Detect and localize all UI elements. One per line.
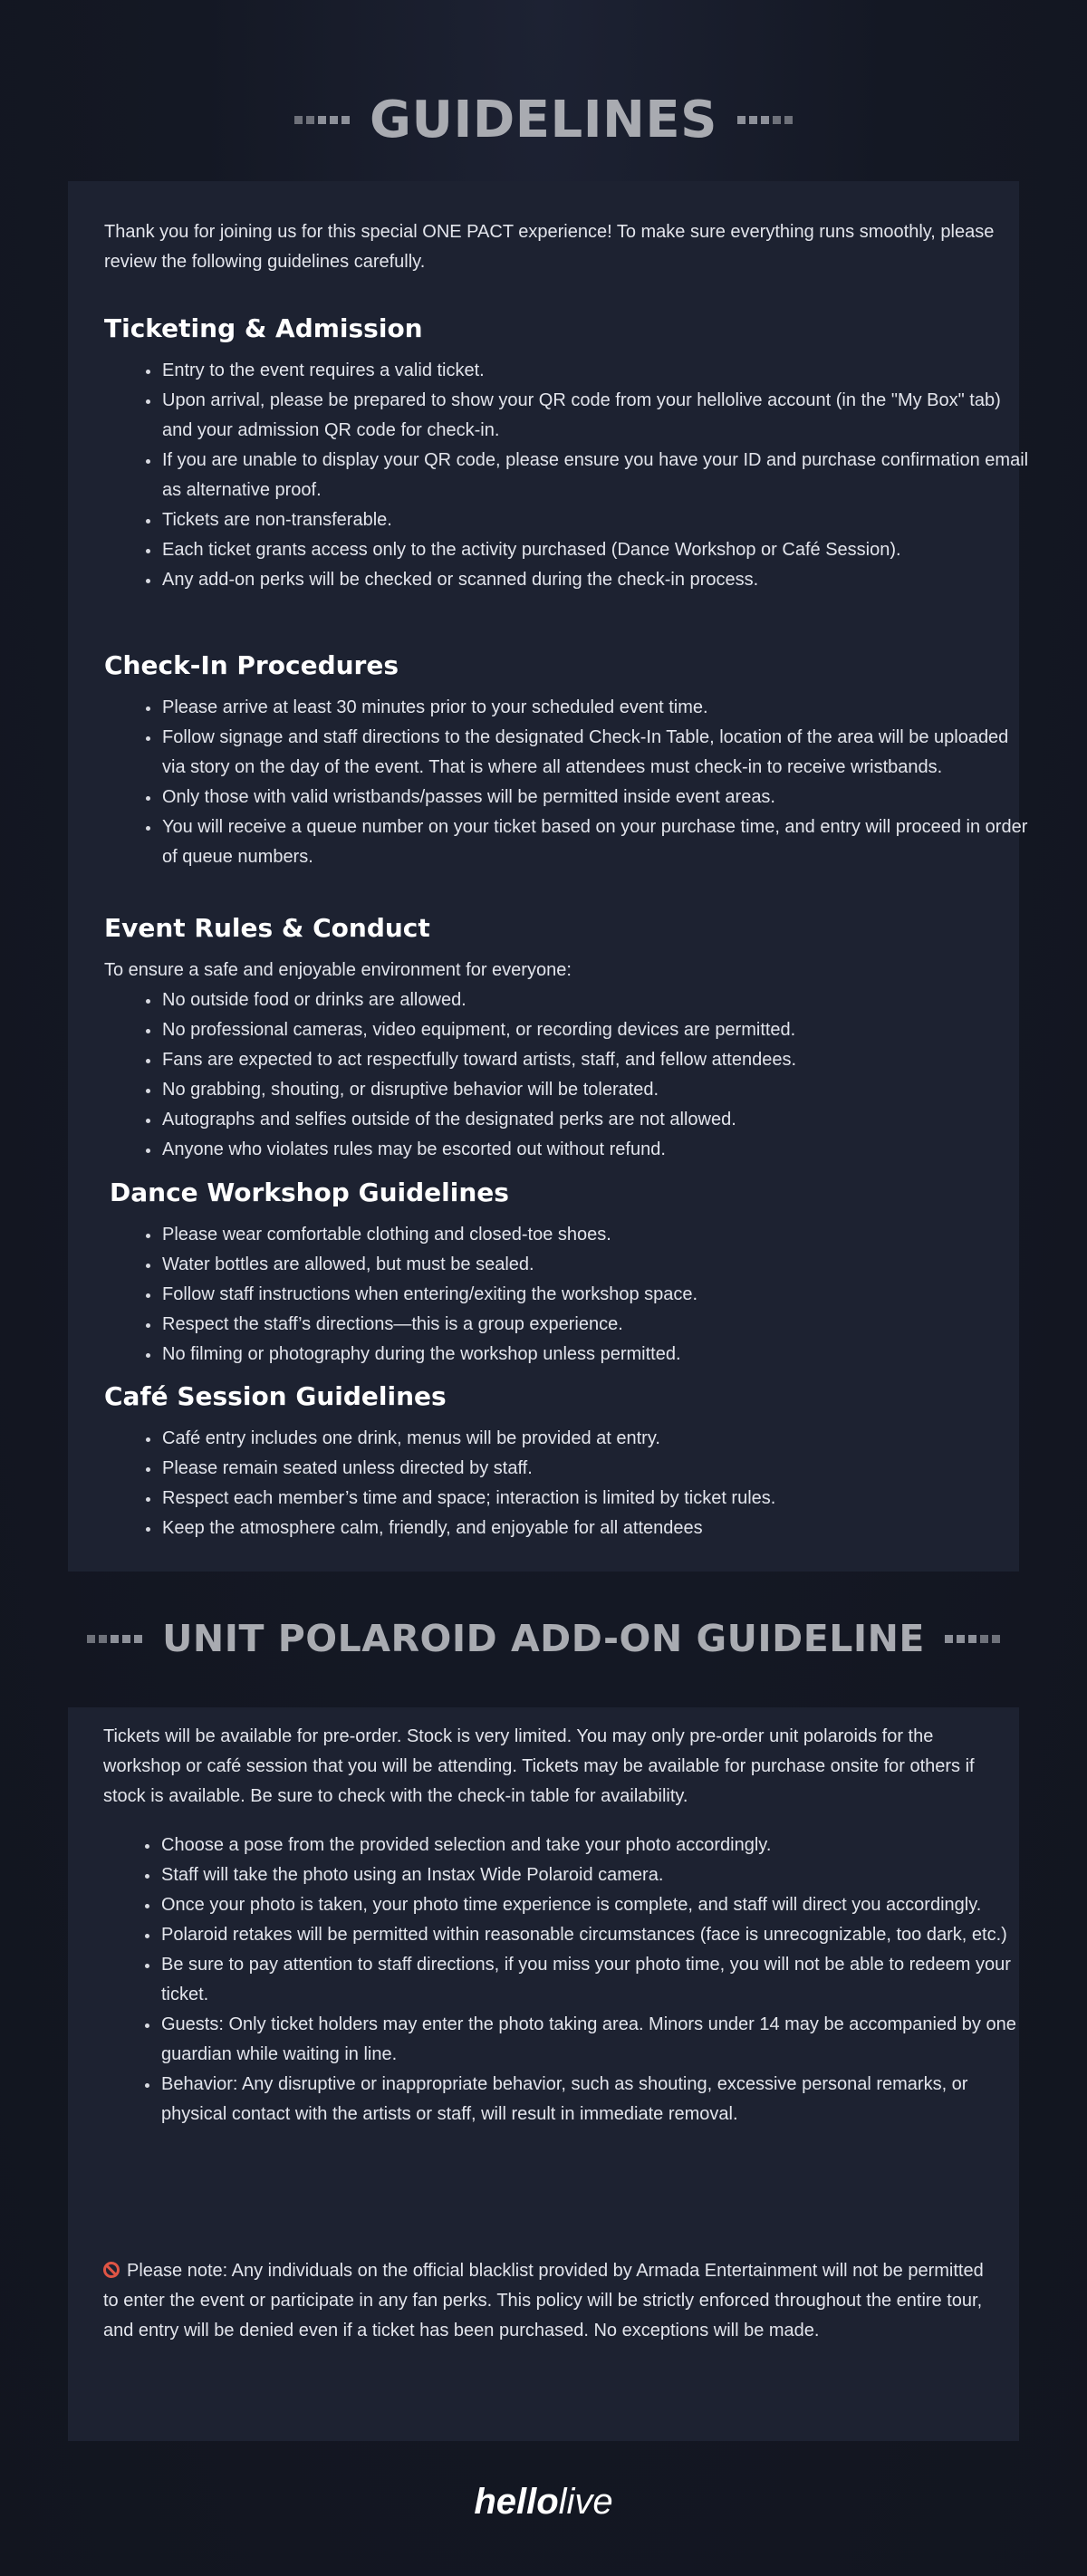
list-item: Behavior: Any disruptive or inappropriate behavior, such as shouting, excessive personal remarks, or physical contact with the artists or staff, will result in immediate removal. xyxy=(161,2070,1031,2129)
guidelines-header xyxy=(0,91,1087,149)
cafe-list xyxy=(133,1424,1032,1543)
intro-text: Thank you for joining us for this special ONE PACT experience! To make sure everything runs smoothly, please review the following guidelines carefully. xyxy=(104,222,995,272)
list-item: You will receive a queue number on your ticket based on your purchase time, and entry will proceed in order of queue numbers. xyxy=(162,812,1032,872)
logo-bold: hello xyxy=(474,2482,559,2522)
hellolive-logo[interactable] xyxy=(0,2482,1087,2523)
decor-dots-right-2 xyxy=(945,1635,1000,1643)
list-item: Please arrive at least 30 minutes prior to your scheduled event time. xyxy=(162,693,1032,723)
list-item: Café entry includes one drink, menus will be provided at entry. xyxy=(162,1424,1032,1454)
polaroid-header xyxy=(0,1617,1087,1660)
rules-list xyxy=(133,985,1032,1165)
checkin-list xyxy=(133,693,1032,872)
decor-dots-left xyxy=(294,116,350,124)
ticketing-list xyxy=(133,356,1032,595)
blacklist-note xyxy=(103,2256,1000,2346)
list-item: Tickets are non-transferable. xyxy=(162,505,1032,535)
list-item: Each ticket grants access only to the activity purchased (Dance Workshop or Café Session). xyxy=(162,535,1032,565)
checkin-heading: Check-In Procedures xyxy=(104,650,399,680)
list-item: Follow signage and staff directions to the designated Check-In Table, location of the area will be uploaded via story on the day of the event. That is where all attendees must check-in to receive wristbands. xyxy=(162,723,1032,783)
polaroid-title: UNIT POLAROID ADD-ON GUIDELINE xyxy=(162,1617,925,1660)
list-item: Any add-on perks will be checked or scanned during the check-in process. xyxy=(162,565,1032,595)
list-item: Only those with valid wristbands/passes will be permitted inside event areas. xyxy=(162,783,1032,812)
list-item: Once your photo is taken, your photo time experience is complete, and staff will direct you accordingly. xyxy=(161,1890,1031,1920)
list-item: Be sure to pay attention to staff directions, if you miss your photo time, you will not be able to redeem your ticket. xyxy=(161,1950,1031,2010)
list-item: Please remain seated unless directed by staff. xyxy=(162,1454,1032,1484)
list-item: Respect the staff’s directions—this is a group experience. xyxy=(162,1310,1032,1340)
blacklist-note-text: Please note: Any individuals on the official blacklist provided by Armada Entertainment will not be permitted to enter the event or participate in any fan perks. This policy will be strictly enforced throughout the entire tour, and entry will be denied even if a ticket has been purchased. No exceptions will be made. xyxy=(103,2261,984,2341)
polaroid-list xyxy=(132,1831,1031,2129)
list-item: No filming or photography during the workshop unless permitted. xyxy=(162,1340,1032,1370)
list-item: Guests: Only ticket holders may enter the photo taking area. Minors under 14 may be accompanied by one guardian while waiting in line. xyxy=(161,2010,1031,2070)
list-item: Staff will take the photo using an Instax Wide Polaroid camera. xyxy=(161,1860,1031,1890)
dance-list xyxy=(133,1220,1032,1370)
list-item: Respect each member’s time and space; interaction is limited by ticket rules. xyxy=(162,1484,1032,1514)
ticketing-heading: Ticketing & Admission xyxy=(104,313,423,343)
list-item: Polaroid retakes will be permitted within reasonable circumstances (face is unrecognizable, too dark, etc.) xyxy=(161,1920,1031,1950)
list-item: Please wear comfortable clothing and closed-toe shoes. xyxy=(162,1220,1032,1250)
list-item: No professional cameras, video equipment, or recording devices are permitted. xyxy=(162,1015,1032,1045)
decor-dots-left-2 xyxy=(87,1635,142,1643)
list-item: Autographs and selfies outside of the designated perks are not allowed. xyxy=(162,1105,1032,1135)
cafe-heading: Café Session Guidelines xyxy=(104,1381,447,1411)
list-item: Follow staff instructions when entering/exiting the workshop space. xyxy=(162,1280,1032,1310)
list-item: No grabbing, shouting, or disruptive behavior will be tolerated. xyxy=(162,1075,1032,1105)
list-item: Anyone who violates rules may be escorted out without refund. xyxy=(162,1135,1032,1165)
list-item: No outside food or drinks are allowed. xyxy=(162,985,1032,1015)
rules-lead: To ensure a safe and enjoyable environment for everyone: xyxy=(104,960,572,980)
polaroid-panel xyxy=(68,1707,1019,2441)
logo-light: live xyxy=(558,2482,613,2522)
guidelines-panel xyxy=(68,181,1029,1572)
dance-heading: Dance Workshop Guidelines xyxy=(110,1177,509,1207)
list-item: Water bottles are allowed, but must be sealed. xyxy=(162,1250,1032,1280)
rules-heading: Event Rules & Conduct xyxy=(104,913,430,943)
decor-dots-right xyxy=(737,116,793,124)
page-title: GUIDELINES xyxy=(370,91,717,149)
list-item: Upon arrival, please be prepared to show your QR code from your hellolive account (in the "My Box" tab) and your admission QR code for check-in. xyxy=(162,386,1032,446)
list-item: Fans are expected to act respectfully toward artists, staff, and fellow attendees. xyxy=(162,1045,1032,1075)
prohibited-icon xyxy=(103,2262,120,2278)
polaroid-intro: Tickets will be available for pre-order. Stock is very limited. You may only pre-order unit polaroids for the workshop or café session that you will be attending. Tickets may be available for purchase onsite for others if stock is available. Be sure to check with the check-in table for availability. xyxy=(103,1726,975,1806)
list-item: If you are unable to display your QR code, please ensure you have your ID and purchase confirmation email as alternative proof. xyxy=(162,446,1032,505)
list-item: Choose a pose from the provided selection and take your photo accordingly. xyxy=(161,1831,1031,1860)
list-item: Entry to the event requires a valid ticket. xyxy=(162,356,1032,386)
list-item: Keep the atmosphere calm, friendly, and enjoyable for all attendees xyxy=(162,1514,1032,1543)
